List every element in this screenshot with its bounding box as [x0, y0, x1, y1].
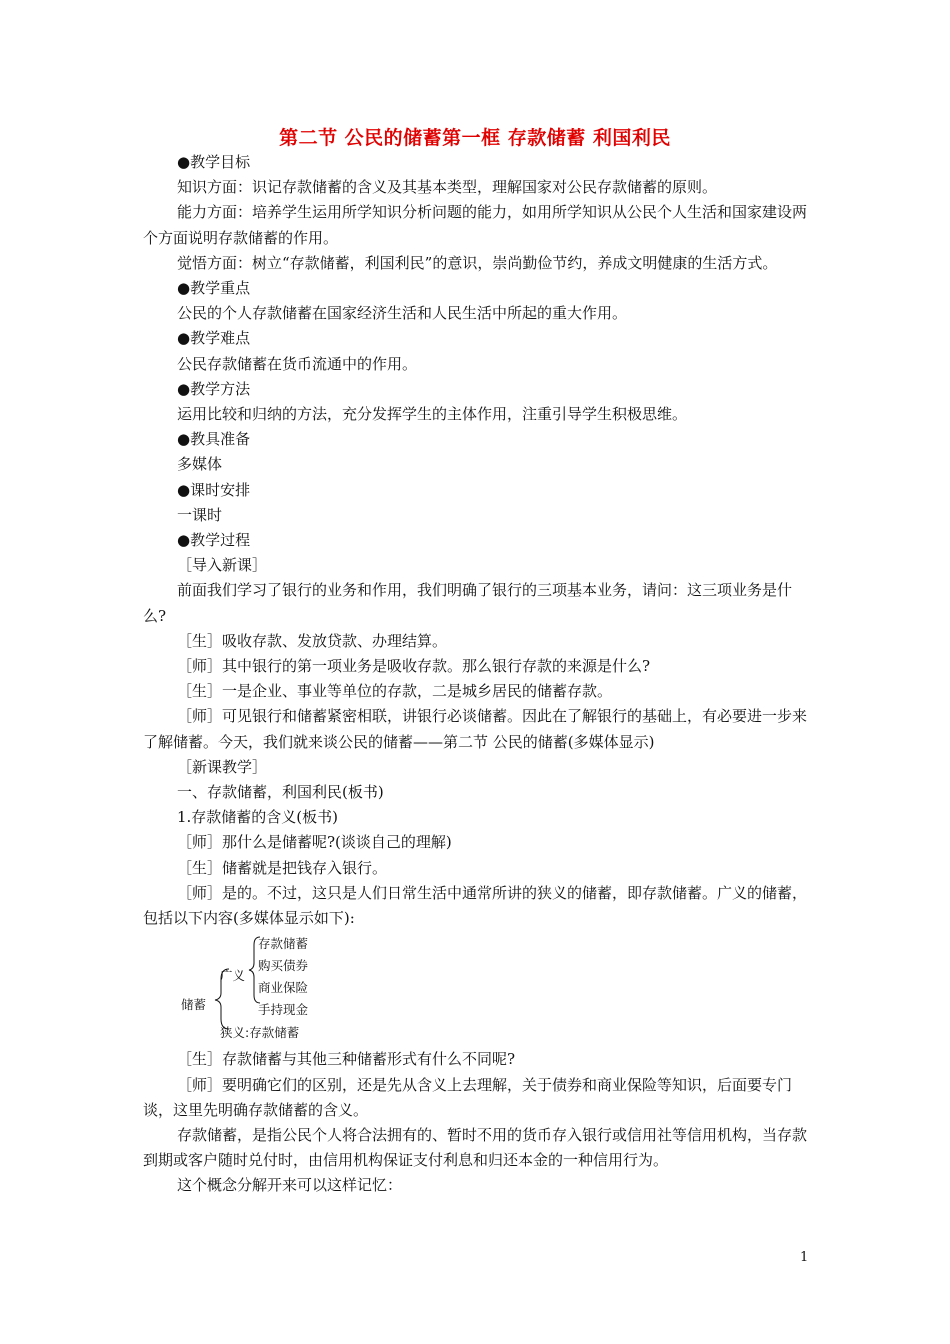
paragraph: 知识方面：识记存款储蓄的含义及其基本类型，理解国家对公民存款储蓄的原则。 — [177, 178, 718, 197]
paragraph: ［生］吸收存款、发放贷款、办理结算。 — [177, 631, 448, 650]
paragraph: ［师］可见银行和储蓄紧密相联，讲银行必谈储蓄。因此在了解银行的基础上，有必要进一步来了解储蓄。今天，我们就来谈公民的储蓄——第二节 公民的储蓄(多媒体显示) — [143, 707, 808, 751]
paragraph: 运用比较和归纳的方法，充分发挥学生的主体作用，注重引导学生积极思维。 — [177, 405, 688, 424]
diagram-broad-item: 商业保险 — [258, 980, 309, 996]
paragraphs-before-diagram — [143, 150, 813, 931]
paragraph: ［生］储蓄就是把钱存入银行。 — [177, 858, 388, 877]
page-number: 1 — [800, 1250, 809, 1265]
paragraph: ［师］是的。不过，这只是人们日常生活中通常所讲的狭义的储蓄，即存款储蓄。广义的储蓄，包括以下内容(多媒体显示如下): — [143, 883, 808, 928]
paragraph: 公民存款储蓄在货币流通中的作用。 — [177, 354, 418, 373]
paragraph: 多媒体 — [177, 455, 223, 474]
paragraphs-after-diagram — [143, 1047, 813, 1198]
diagram-root-label: 储蓄 — [181, 997, 207, 1013]
body-text — [143, 150, 813, 1199]
paragraph: 1.存款储蓄的含义(板书) — [177, 808, 339, 827]
paragraph: 这个概念分解开来可以这样记忆： — [177, 1176, 403, 1195]
paragraph: 一课时 — [177, 505, 223, 524]
page-title: 第二节 公民的储蓄第一框 存款储蓄 利国利民 — [279, 127, 671, 149]
paragraph: ［师］那什么是储蓄呢?(谈谈自己的理解) — [177, 833, 452, 852]
paragraph: ●课时安排 — [177, 480, 251, 499]
paragraph: 存款储蓄，是指公民个人将合法拥有的、暂时不用的货币存入银行或信用社等信用机构，当存款到期或客户随时兑付时，由信用机构保证支付利息和归还本金的一种信用行为。 — [143, 1125, 808, 1170]
paragraph: ［导入新课］ — [177, 556, 268, 575]
paragraph: ［生］存款储蓄与其他三种储蓄形式有什么不同呢? — [177, 1050, 516, 1069]
diagram-broad-label: 广义 — [220, 968, 246, 984]
paragraph: ［师］要明确它们的区别，还是先从含义上去理解，关于债券和商业保险等知识，后面要专门谈，这里先明确存款储蓄的含义。 — [143, 1075, 793, 1119]
paragraph: 公民的个人存款储蓄在国家经济生活和人民生活中所起的重大作用。 — [177, 304, 628, 323]
paragraph: ［新课教学］ — [177, 757, 268, 776]
savings-classification-diagram — [143, 933, 813, 1039]
paragraph: 前面我们学习了银行的业务和作用，我们明确了银行的三项基本业务，请问：这三项业务是什么? — [143, 581, 793, 625]
paragraph: ●教学难点 — [177, 329, 251, 348]
paragraph: ●教学过程 — [177, 531, 251, 550]
paragraph: ●教学目标 — [177, 153, 251, 171]
paragraph: ●教学重点 — [177, 279, 251, 298]
paragraph: ●教学方法 — [177, 379, 251, 398]
paragraph: ［师］其中银行的第一项业务是吸收存款。那么银行存款的来源是什么? — [177, 657, 651, 676]
diagram-broad-item: 存款储蓄 — [258, 936, 309, 952]
diagram-broad-item: 手持现金 — [258, 1002, 309, 1018]
paragraph: ●教具准备 — [177, 430, 251, 449]
paragraph: 能力方面：培养学生运用所学知识分析问题的能力，如用所学知识从公民个人生活和国家建设两个方面说明存款储蓄的作用。 — [143, 203, 808, 247]
paragraph: ［生］一是企业、事业等单位的存款，二是城乡居民的储蓄存款。 — [177, 682, 613, 701]
paragraph: 一、存款储蓄，利国利民(板书) — [177, 783, 384, 802]
paragraph: 觉悟方面：树立“存款储蓄，利国利民”的意识，崇尚勤俭节约，养成文明健康的生活方式。 — [177, 253, 778, 272]
diagram-narrow-label: 狭义:存款储蓄 — [220, 1025, 300, 1041]
diagram-broad-item: 购买债券 — [258, 958, 309, 974]
